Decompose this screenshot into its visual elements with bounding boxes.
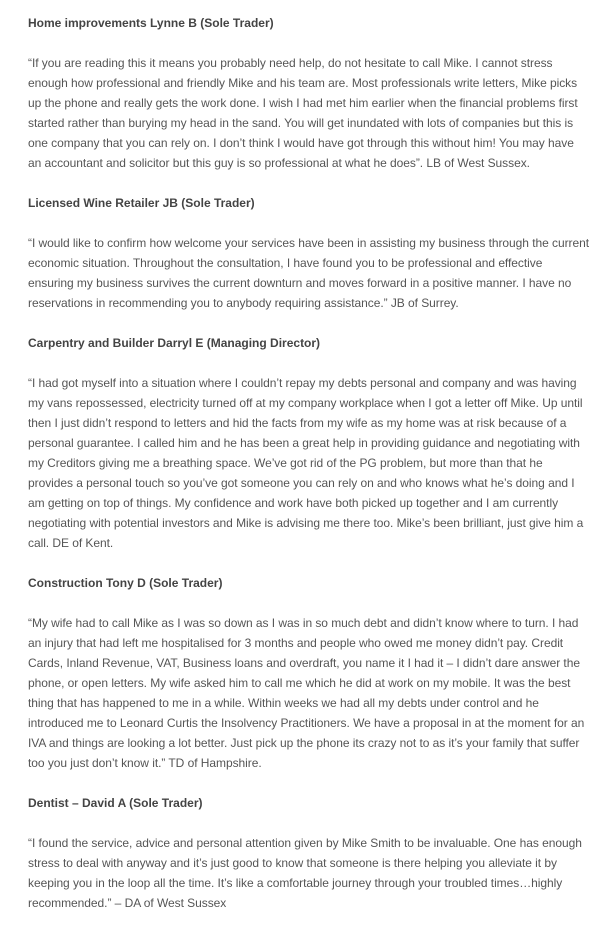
testimonial-heading: Dentist – David A (Sole Trader) (28, 796, 203, 810)
testimonial-heading: Carpentry and Builder Darryl E (Managing Director) (28, 336, 321, 350)
testimonial-quote: “If you are reading this it means you probably need help, do not hesitate to call Mike. I cannot stress enough how professional and friendly Mike and his team are. Most professionals write letters, Mike picks up the phone and really gets the work done. I wish I had met him earlier when the financial problems first started rather than burying my head in the sand. You will get inundated with lots of companies but this is one company that you can rely on. I don’t think I would have got through this without him! You may have an accountant and solicitor but this guy is so professional at what he does”. LB of West Sussex. (28, 56, 578, 170)
testimonial-quote: “I found the service, advice and personal attention given by Mike Smith to be invaluable. One has enough stress to deal with anyway and it’s just good to know that someone is there helping you alleviate it by keeping you in the loop all the time. It’s like a comfortable journey through your troubled times…highly recommended.” – DA of West Sussex (28, 836, 582, 910)
testimonial-tony-d (28, 573, 589, 773)
testimonial-heading: Construction Tony D (Sole Trader) (28, 576, 223, 590)
testimonial-quote: “I had got myself into a situation where I couldn’t repay my debts personal and company and was having my vans repossessed, electricity turned off at my company workplace when I got a letter off Mike. Up until then I just didn’t respond to letters and hid the facts from my wife as my home was at risk because of a personal guarantee. I called him and he has been a great help in providing guidance and negotiating with my Creditors giving me a breathing space. We’ve got rid of the PG problem, but more than that he provides a personal touch so you’ve got someone you can rely on and who knows what he’s doing and I am getting on top of things. My confidence and work have both picked up together and I am currently negotiating with potential investors and Mike is advising me there too. Mike’s been brilliant, just give him a call. DE of Kent. (28, 376, 584, 550)
testimonial-quote: “I would like to confirm how welcome your services have been in assisting my business through the current economic situation. Throughout the consultation, I have found you to be professional and effective ensuring my business survives the current downturn and moves forward in a positive manner. I have no reservations in recommending you to anybody requiring assistance.” JB of Surrey. (28, 236, 590, 310)
testimonial-david-a (28, 793, 589, 913)
testimonial-lynne-b (28, 13, 589, 173)
testimonial-quote: “My wife had to call Mike as I was so down as I was in so much debt and didn’t know where to turn. I had an injury that had left me hospitalised for 3 months and people who owed me money didn’t pay. Credit Cards, Inland Revenue, VAT, Business loans and overdraft, you name it I had it – I didn’t dare answer the phone, or open letters. My wife asked him to call me which he did at work on my mobile. It was the best thing that has happened to me in a while. Within weeks we had all my debts under control and he introduced me to Leonard Curtis the Insolvency Practitioners. We have a proposal in at the moment for an IVA and things are looking a lot better. Just pick up the phone its crazy not to as it’s your family that suffer too you just don’t know it.” TD of Hampshire. (28, 616, 585, 770)
testimonial-heading: Home improvements Lynne B (Sole Trader) (28, 16, 274, 30)
testimonial-jb (28, 193, 589, 313)
testimonial-darryl-e (28, 333, 589, 553)
testimonial-heading: Licensed Wine Retailer JB (Sole Trader) (28, 196, 255, 210)
